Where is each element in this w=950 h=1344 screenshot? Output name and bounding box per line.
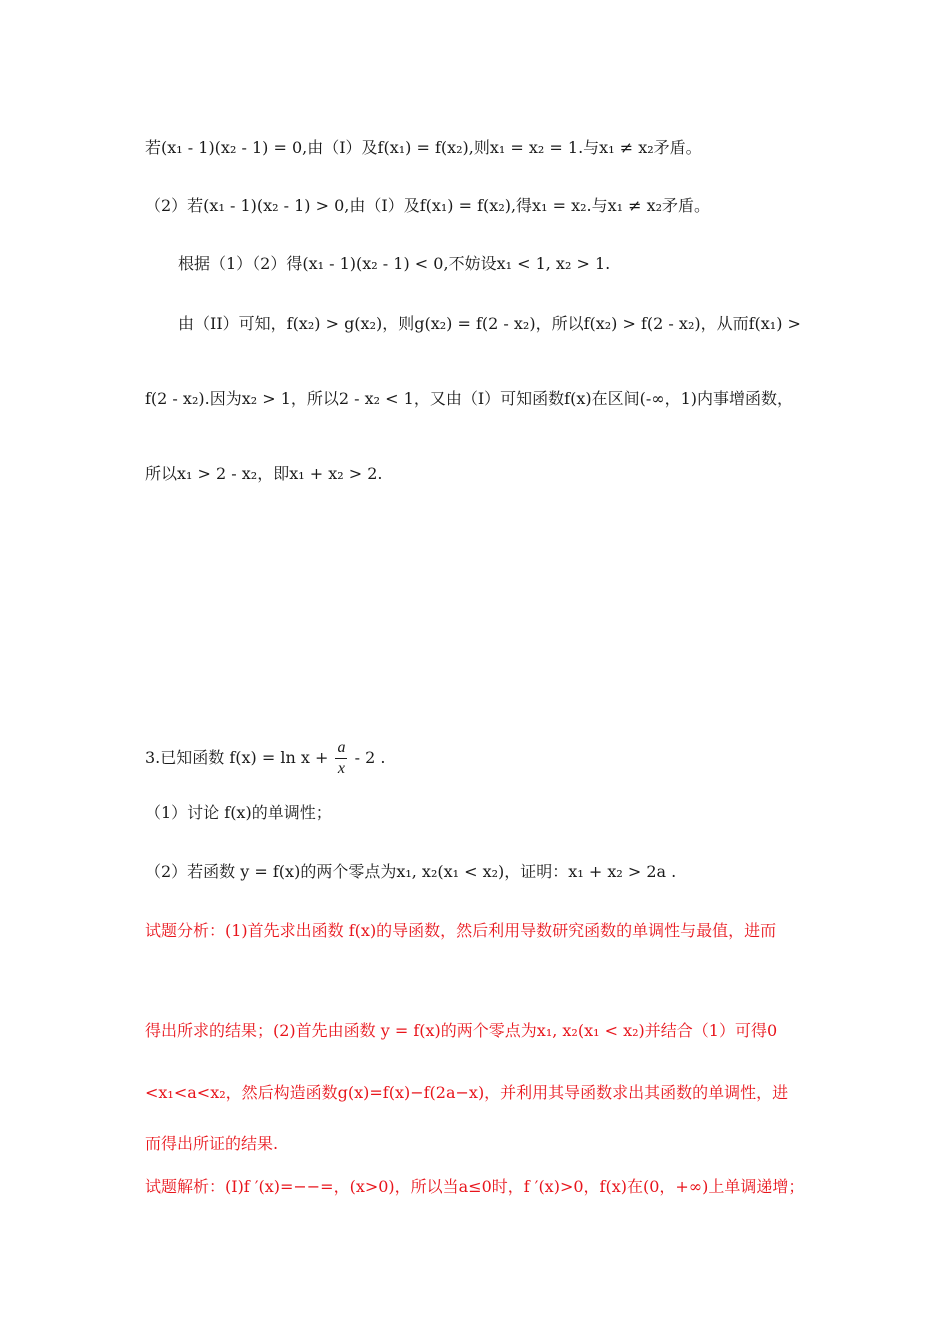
analysis-line-1: 试题分析：(1)首先求出函数 f(x)的导函数，然后利用导数研究函数的单调性与最值，进而 xyxy=(145,921,777,940)
fraction-denominator: x xyxy=(337,760,346,777)
analysis-line-3: <x₁<a<x₂，然后构造函数g(x)=f(x)−f(2a−x)，并利用其导函数求出其函数的单调性，进 xyxy=(145,1083,789,1102)
fraction-a-over-x xyxy=(335,738,347,779)
proof-line-1: 若(x₁ - 1)(x₂ - 1) = 0,由（I）及f(x₁) = f(x₂),则x₁ = x₂ = 1.与x₁ ≠ x₂矛盾。 xyxy=(145,138,702,157)
proof-line-5: f(2 - x₂).因为x₂ > 1，所以2 - x₂ < 1，又由（I）可知函数f(x)在区间(-∞，1)内事增函数， xyxy=(145,389,793,408)
problem-part-2: （2）若函数 y = f(x)的两个零点为x₁, x₂(x₁ < x₂)，证明：x₁ + x₂ > 2a . xyxy=(145,862,677,881)
proof-line-6: 所以x₁ > 2 - x₂，即x₁ + x₂ > 2. xyxy=(145,464,383,483)
analysis-line-5: 试题解析：(Ⅰ)f ′(x)=−−=，(x>0)，所以当a≤0时，f ′(x)>0，f(x)在(0，+∞)上单调递增； xyxy=(145,1177,805,1196)
problem-part-1: （1）讨论 f(x)的单调性； xyxy=(145,803,332,822)
problem-stem-prefix: 3.已知函数 f(x) = ln x + xyxy=(145,748,329,767)
problem-stem xyxy=(145,738,385,779)
analysis-line-2: 得出所求的结果；(2)首先由函数 y = f(x)的两个零点为x₁, x₂(x₁ < x₂)并结合（1）可得0 xyxy=(145,1021,778,1040)
fraction-numerator: a xyxy=(335,738,347,759)
proof-line-2: （2）若(x₁ - 1)(x₂ - 1) > 0,由（I）及f(x₁) = f(x₂),得x₁ = x₂.与x₁ ≠ x₂矛盾。 xyxy=(145,196,711,215)
problem-stem-suffix: - 2 . xyxy=(354,748,386,767)
proof-line-4: 由（II）可知，f(x₂) > g(x₂)，则g(x₂) = f(2 - x₂)，所以f(x₂) > f(2 - x₂)，从而f(x₁) > xyxy=(178,314,801,333)
analysis-line-4: 而得出所证的结果. xyxy=(145,1134,279,1153)
proof-line-3: 根据（1）（2）得(x₁ - 1)(x₂ - 1) < 0,不妨设x₁ < 1, x₂ > 1. xyxy=(178,254,611,273)
